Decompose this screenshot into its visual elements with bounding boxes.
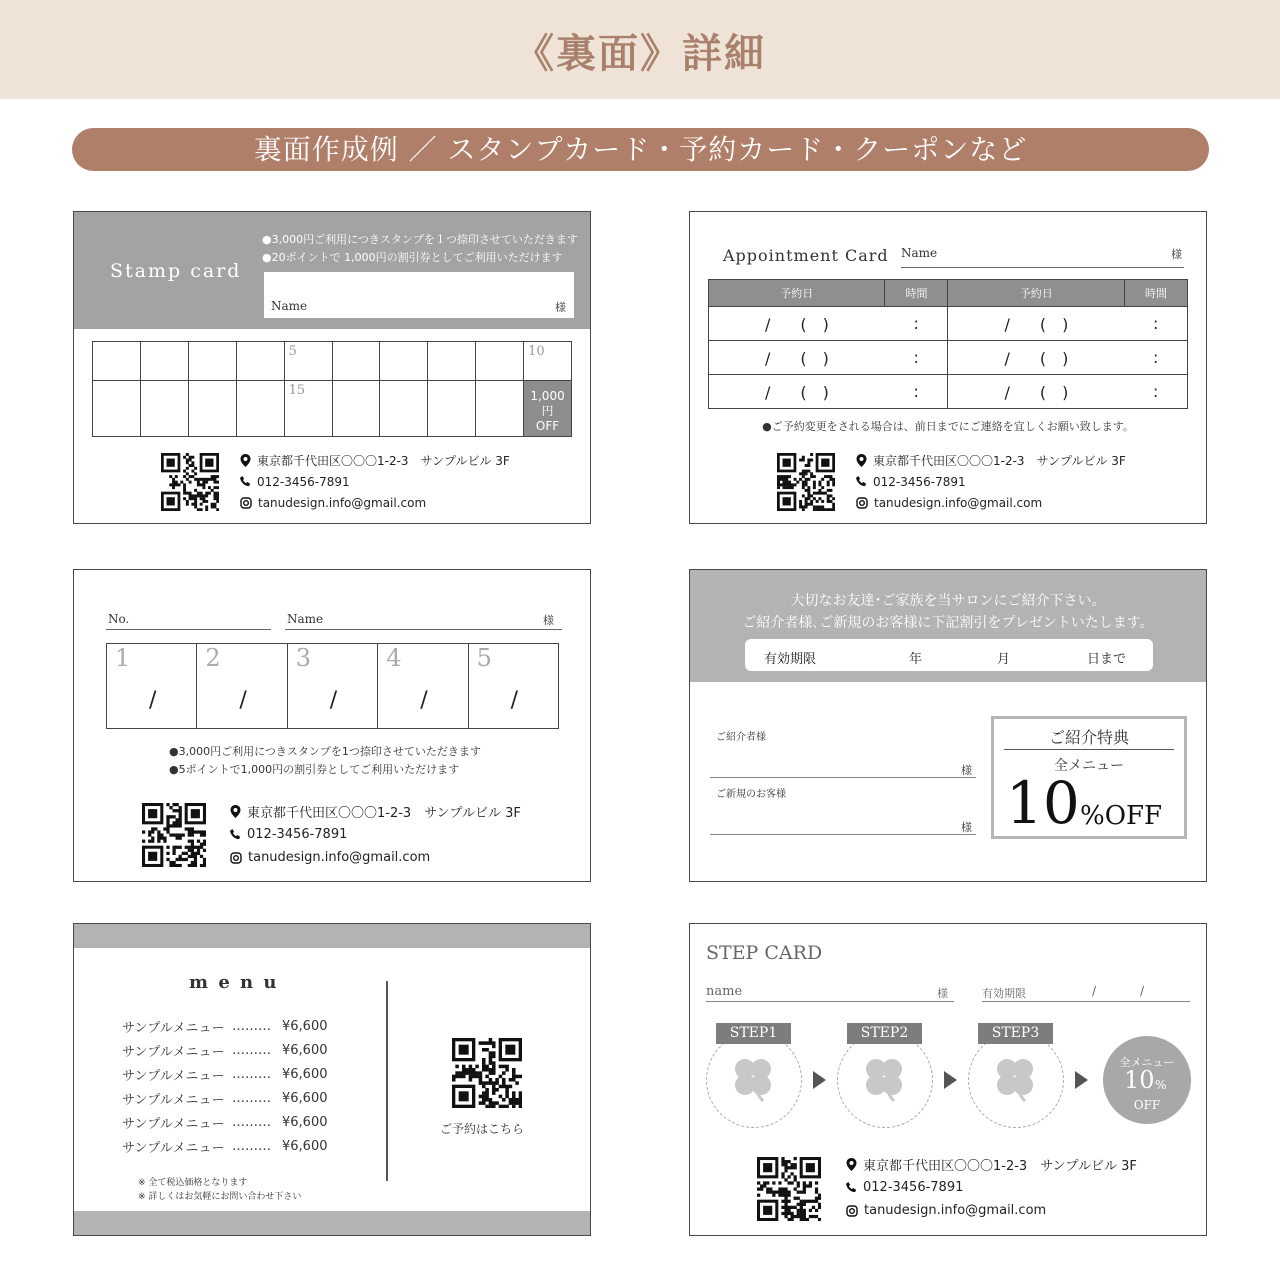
phone-row [846,1176,1137,1199]
menu-item-dots: ……… [232,1042,271,1058]
map-pin-icon [856,454,867,467]
qr-code-icon [777,453,835,511]
date-cell [948,307,1124,341]
step-circle [706,1032,802,1128]
section-banner: 裏面作成例 ／ スタンプカード・予約カード・クーポンなど [72,128,1209,171]
address-text: 東京都千代田区〇〇〇1-2-3 サンプルビル 3F [257,454,510,468]
table-row [709,341,1188,375]
stamp-cell [141,342,189,381]
address-row [240,450,510,471]
stamp-grid [92,341,572,437]
name-box [264,272,574,318]
point-number: 5 [476,644,492,672]
benefit-box [991,716,1187,839]
point-cell [107,644,197,729]
menu-item-price: ¥6,600 [282,1066,328,1082]
stamp-cell [476,381,524,437]
qr-code [757,1157,821,1225]
date-cell [709,307,885,341]
clover-icon [723,1049,783,1109]
instagram-icon [230,852,242,864]
table-header-row [709,280,1188,307]
step-circle [968,1032,1064,1128]
date-slash: / [1004,315,1010,334]
no-line [106,612,271,630]
stamp-cell: 10 [524,342,572,381]
stamp-note-2: ●20ポイントで 1,000円の割引券としてご利用いただけます [262,251,563,264]
phone-text: 012-3456-7891 [863,1180,964,1195]
point-cell [378,644,468,729]
stamp-cell [93,381,141,437]
menu-item-dots: ……… [232,1018,271,1034]
final-unit: % [1155,1078,1167,1092]
column-header: 時間 [1124,280,1187,307]
stamp-cell [237,342,285,381]
menu-item-name: サンプルメニュー [122,1092,225,1108]
point-number: 4 [386,644,402,672]
column-header: 予約日 [948,280,1124,307]
name-line [706,984,954,1002]
date-slash: / [1004,383,1010,402]
address-row [230,800,521,823]
step-label: STEP1 [716,1023,791,1044]
qr-caption: ご予約はこちら [440,1122,525,1136]
email-row [230,846,521,869]
date-slash: / [510,688,519,713]
time-cell [885,375,948,409]
date-slash: / [329,688,338,713]
instagram-icon [240,497,252,509]
address-row [846,1153,1137,1176]
email-text: tanudesign.info@gmail.com [248,850,431,865]
menu-card [73,923,591,1236]
time-cell [1124,341,1187,375]
stamp-card-title: Stamp card [110,260,242,282]
time-colon: : [1153,314,1159,333]
stamp-cell [93,342,141,381]
menu-note-2: ※ 詳しくはお気軽にお問い合わせ下さい [138,1192,302,1202]
point-cell [197,644,287,729]
referrer-line [710,760,976,778]
time-cell [885,307,948,341]
stamp-card [73,211,591,524]
menu-divider [386,981,388,1181]
new-customer-line [710,817,976,835]
sama-label: 様 [543,614,554,627]
expiry-slash-1: / [1092,984,1097,998]
appointment-title: Appointment Card [723,246,889,265]
date-slash: / [420,688,428,713]
phone-icon [230,829,241,840]
address-text: 東京都千代田区〇〇〇1-2-3 サンプルビル 3F [863,1159,1137,1174]
stamp-cell [380,342,428,381]
menu-list [122,1014,328,1158]
referral-line-1: 大切なお友達･ご家族を当サロンにご紹介下さい。 [790,593,1106,609]
clover-icon [985,1049,1045,1109]
stamp-cell [141,381,189,437]
time-colon: : [1153,348,1159,367]
weekday-paren: ( ) [800,349,829,368]
email-text: tanudesign.info@gmail.com [864,1203,1047,1218]
name-line [901,246,1184,268]
final-menu: 全メニュー [1119,1056,1175,1069]
stamp-cell [189,381,237,437]
referral-line-2: ご紹介者様､ご新規のお客様に下記割引をプレゼントいたします。 [742,615,1154,631]
step-arrow-icon [1075,1071,1088,1089]
year-label: 年 [909,652,923,667]
qr-code-icon [161,453,219,511]
expiry-box [745,639,1153,671]
weekday-paren: ( ) [1039,315,1069,334]
address-text: 東京都千代田区〇〇〇1-2-3 サンプルビル 3F [873,454,1126,468]
menu-item [122,1110,328,1134]
no-label: No. [108,612,130,626]
email-row [846,1199,1137,1222]
menu-item-dots: ……… [232,1090,271,1106]
stamp-cell [189,342,237,381]
column-header: 予約日 [709,280,885,307]
time-colon: : [913,382,919,401]
stamp-cell [380,381,428,437]
time-cell [885,341,948,375]
appointment-note: ●ご予約変更をされる場合は、前日までにご連絡を宜しくお願い致します。 [762,420,1134,433]
menu-item [122,1086,328,1110]
phone-text: 012-3456-7891 [247,827,348,842]
point-note-2: ●5ポイントで1,000円の割引券としてご利用いただけます [169,763,460,776]
qr-code [161,453,219,515]
stamp-cell [237,381,285,437]
date-slash: / [239,688,247,713]
month-label: 月 [997,652,1011,667]
phone-icon [240,476,251,487]
point-cell [469,644,559,729]
menu-item-name: サンプルメニュー [122,1068,225,1084]
stamp-cell [333,381,381,437]
day-label: 日まで [1087,652,1127,667]
date-slash: / [149,688,157,713]
name-line [285,612,562,630]
menu-item-dots: ……… [232,1138,271,1154]
final-value: 10 [1124,1066,1155,1094]
menu-item-name: サンプルメニュー [122,1140,225,1156]
appointment-table [708,279,1188,409]
table-row [709,375,1188,409]
final-reward-circle [1103,1036,1191,1124]
qr-code [142,803,206,871]
phone-text: 012-3456-7891 [257,474,350,489]
weekday-paren: ( ) [800,383,829,402]
qr-code-icon [142,803,206,867]
weekday-paren: ( ) [800,315,829,334]
date-cell [948,375,1124,409]
step-label: STEP3 [978,1023,1053,1044]
expiry-line [982,984,1190,1002]
phone-row [856,471,1126,492]
point-note-1: ●3,000円ご利用につきスタンプを1つ捺印させていただきます [169,745,481,758]
instagram-icon [856,497,868,509]
step-arrow-icon [813,1071,826,1089]
page-title: 《裏面》詳細 [514,31,766,77]
name-label: name [706,984,743,999]
stamp-cell [428,381,476,437]
stamp-note-1: ●3,000円ご利用につきスタンプを１つ捺印させていただきます [262,233,578,246]
stamp-cell [428,342,476,381]
expiry-slash-2: / [1140,984,1145,998]
benefit-value: 10 [1006,769,1080,837]
benefit-title: ご紹介特典 [1004,725,1174,750]
stamp-cell: 15 [285,381,333,437]
map-pin-icon [240,454,251,467]
qr-code [452,1038,522,1112]
referral-header [690,570,1206,682]
email-row [240,492,510,513]
contact-info [856,450,1126,513]
qr-code-icon [452,1038,522,1108]
date-slash: / [765,349,771,368]
weekday-paren: ( ) [1039,383,1069,402]
name-label: Name [287,612,324,626]
referral-card [689,569,1207,882]
step-card [689,923,1207,1236]
email-text: tanudesign.info@gmail.com [874,495,1043,510]
sama-label: 様 [555,301,566,314]
qr-code [777,453,835,515]
stamp-cell [476,342,524,381]
contact-info [240,450,510,513]
reward-cell: 1,000円 OFF [524,381,572,437]
menu-note-1: ※ 全て税込価格となります [138,1178,248,1188]
step-title: STEP CARD [706,942,823,964]
phone-text: 012-3456-7891 [873,474,966,489]
new-customer-label: ご新規のお客様 [716,789,786,800]
table-row [709,307,1188,341]
menu-item-price: ¥6,600 [282,1018,328,1034]
stamp-cell [333,342,381,381]
date-cell [948,341,1124,375]
time-cell [1124,307,1187,341]
menu-top-band [74,924,590,948]
step-arrow-icon [944,1071,957,1089]
expiry-label: 有効期限 [982,987,1026,1000]
benefit-unit: %OFF [1080,801,1163,831]
expiry-label: 有効期限 [764,652,817,667]
name-label: Name [271,299,308,313]
sama-label: 様 [961,764,972,777]
menu-item [122,1062,328,1086]
address-text: 東京都千代田区〇〇〇1-2-3 サンプルビル 3F [247,806,521,821]
sama-label: 様 [937,987,948,1000]
point-card [73,569,591,882]
point-number: 1 [115,644,131,672]
point-grid [106,643,559,729]
menu-title: m e n u [189,972,279,993]
map-pin-icon [846,1158,857,1171]
final-off: OFF [1133,1098,1161,1112]
appointment-card [689,211,1207,524]
clover-icon [854,1049,914,1109]
date-slash: / [1004,349,1010,368]
weekday-paren: ( ) [1039,349,1069,368]
menu-item [122,1038,328,1062]
contact-info [846,1153,1137,1222]
date-slash: / [765,383,771,402]
qr-code-icon [757,1157,821,1221]
menu-item-price: ¥6,600 [282,1042,328,1058]
header-band [0,0,1280,99]
menu-bottom-band [74,1211,590,1235]
date-cell [709,341,885,375]
phone-row [240,471,510,492]
menu-item-price: ¥6,600 [282,1138,328,1154]
email-text: tanudesign.info@gmail.com [258,495,427,510]
sama-label: 様 [1171,248,1182,261]
point-cell [288,644,378,729]
email-row [856,492,1126,513]
time-colon: : [913,348,919,367]
column-header: 時間 [885,280,948,307]
menu-item [122,1014,328,1038]
phone-icon [846,1182,857,1193]
point-number: 3 [295,644,312,672]
instagram-icon [846,1205,858,1217]
menu-item-name: サンプルメニュー [122,1020,225,1036]
menu-item-name: サンプルメニュー [122,1044,225,1060]
menu-item-price: ¥6,600 [282,1090,328,1106]
menu-item-price: ¥6,600 [282,1114,328,1130]
time-colon: : [913,314,919,333]
stamp-card-header [74,212,590,329]
time-cell [1124,375,1187,409]
time-colon: : [1153,382,1159,401]
phone-row [230,823,521,846]
menu-item [122,1134,328,1158]
menu-item-name: サンプルメニュー [122,1116,225,1132]
address-row [856,450,1126,471]
step-circle [837,1032,933,1128]
date-slash: / [765,315,771,334]
phone-icon [856,476,867,487]
point-number: 2 [205,644,221,672]
stamp-cell: 5 [285,342,333,381]
name-label: Name [901,246,938,260]
step-label: STEP2 [847,1023,922,1044]
date-cell [709,375,885,409]
benefit-menu: 全メニュー [1054,758,1124,774]
menu-item-dots: ……… [232,1066,271,1082]
map-pin-icon [230,805,241,818]
referrer-label: ご紹介者様 [716,732,766,743]
sama-label: 様 [961,821,972,834]
menu-item-dots: ……… [232,1114,271,1130]
contact-info [230,800,521,869]
